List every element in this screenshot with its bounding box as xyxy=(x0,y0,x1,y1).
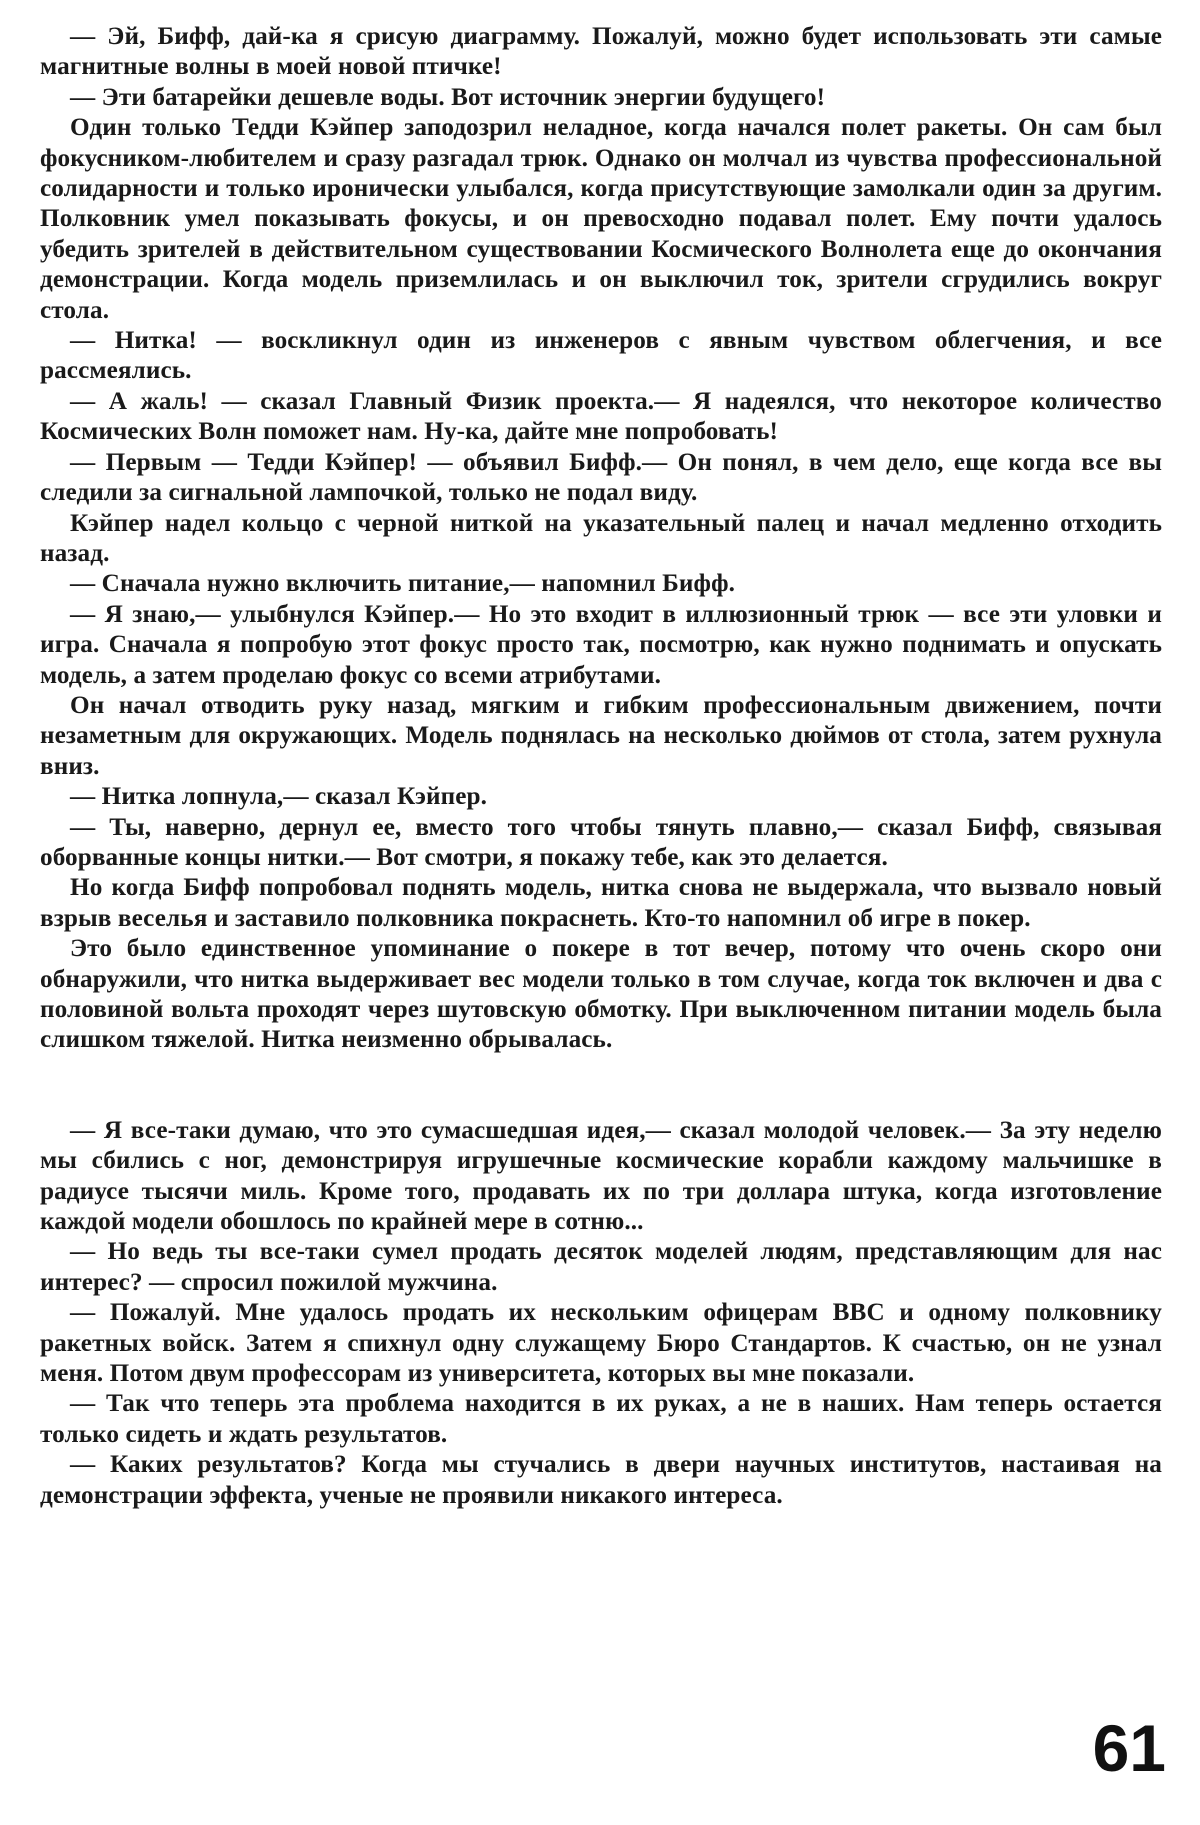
section-1 xyxy=(40,22,1162,1056)
paragraph: — Ты, наверно, дернул ее, вместо того чтобы тянуть плавно,— сказал Бифф, связывая оборванные концы нитки.— Вот смотри, я покажу тебе, как это делается. xyxy=(40,813,1162,871)
section-break xyxy=(40,1056,1162,1116)
paragraph: — Эти батарейки дешевле воды. Вот источник энергии будущего! xyxy=(70,83,826,111)
paragraph: — Но ведь ты все-таки сумел продать десяток моделей людям, представляющим для нас интерес? — спросил пожилой мужчина. xyxy=(40,1238,1162,1296)
paragraph: Кэйпер надел кольцо с черной ниткой на указательный палец и начал медленно отходить назад. xyxy=(40,509,1162,567)
paragraph: — Сначала нужно включить питание,— напомнил Бифф. xyxy=(70,570,736,598)
paragraph: Он начал отводить руку назад, мягким и гибким профессиональным движением, почти незаметным для окружающих. Модель поднялась на несколько дюймов от стола, затем рухнула вниз. xyxy=(40,691,1162,780)
paragraph: — Эй, Бифф, дай-ка я срисую диаграмму. Пожалуй, можно будет использовать эти самые магнитные волны в моей новой птичке! xyxy=(40,23,1162,81)
page-number: 61 xyxy=(1092,1711,1166,1785)
paragraph: — Пожалуй. Мне удалось продать их нескольким офицерам ВВС и одному полковнику ракетных войск. Затем я спихнул одну служащему Бюро Стандартов. К счастью, он не узнал меня. Потом двум профессорам из университета, которых вы мне показали. xyxy=(40,1299,1162,1388)
paragraph: — Так что теперь эта проблема находится в их руках, а не в наших. Нам теперь остается только сидеть и ждать результатов. xyxy=(40,1390,1162,1448)
paragraph: — Каких результатов? Когда мы стучались в двери научных институтов, настаивая на демонстрации эффекта, ученые не проявили никакого интереса. xyxy=(40,1451,1162,1509)
section-2 xyxy=(40,1116,1162,1511)
paragraph: — Нитка! — воскликнул один из инженеров с явным чувством облегчения, и все рассмеялись. xyxy=(40,327,1162,385)
paragraph: — Первым — Тедди Кэйпер! — объявил Бифф.— Он понял, в чем дело, еще когда все вы следили за сигнальной лампочкой, только не подал виду. xyxy=(40,448,1162,507)
paragraph: — А жаль! — сказал Главный Физик проекта.— Я надеялся, что некоторое количество Космических Волн поможет нам. Ну-ка, дайте мне попробовать! xyxy=(40,387,1162,446)
paragraph: — Я все-таки думаю, что это сумасшедшая идея,— сказал молодой человек.— За эту неделю мы сбились с ног, демонстрируя игрушечные космические корабли каждому мальчишке в радиусе тысячи миль. Кроме того, продавать их по три доллара штука, когда изготовление каждой модели обошлось по крайней мере в сотню... xyxy=(40,1116,1162,1236)
paragraph: Но когда Бифф попробовал поднять модель, нитка снова не выдержала, что вызвало новый взрыв веселья и заставило полковника покраснеть. Кто-то напомнил об игре в покер. xyxy=(40,874,1162,932)
page-body xyxy=(40,22,1162,1511)
paragraph: Это было единственное упоминание о покере в тот вечер, потому что очень скоро они обнаружили, что нитка выдерживает вес модели только в том случае, когда ток включен и два с половиной вольта проходят через шутовскую обмотку. При выключенном питании модель была слишком тяжелой. Нитка неизменно обрывалась. xyxy=(40,935,1162,1054)
paragraph: Один только Тедди Кэйпер заподозрил неладное, когда начался полет ракеты. Он сам был фокусником-любителем и сразу разгадал трюк. Однако он молчал из чувства профессиональной солидарности и только иронически улыбался, когда присутствующие замолкали один за другим. Полковник умел показывать фокусы, и он превосходно подавал полет. Ему почти удалось убедить зрителей в действительном существовании Космического Волнолета еще до окончания демонстрации. Когда модель приземлилась и он выключил ток, зрители сгрудились вокруг стола. xyxy=(40,114,1162,324)
paragraph: — Нитка лопнула,— сказал Кэйпер. xyxy=(70,783,487,811)
paragraph: — Я знаю,— улыбнулся Кэйпер.— Но это входит в иллюзионный трюк — все эти уловки и игра. Сначала я попробую этот фокус просто так, посмотрю, как нужно поднимать и опускать модель, а затем проделаю фокус со всеми атрибутами. xyxy=(40,600,1162,689)
